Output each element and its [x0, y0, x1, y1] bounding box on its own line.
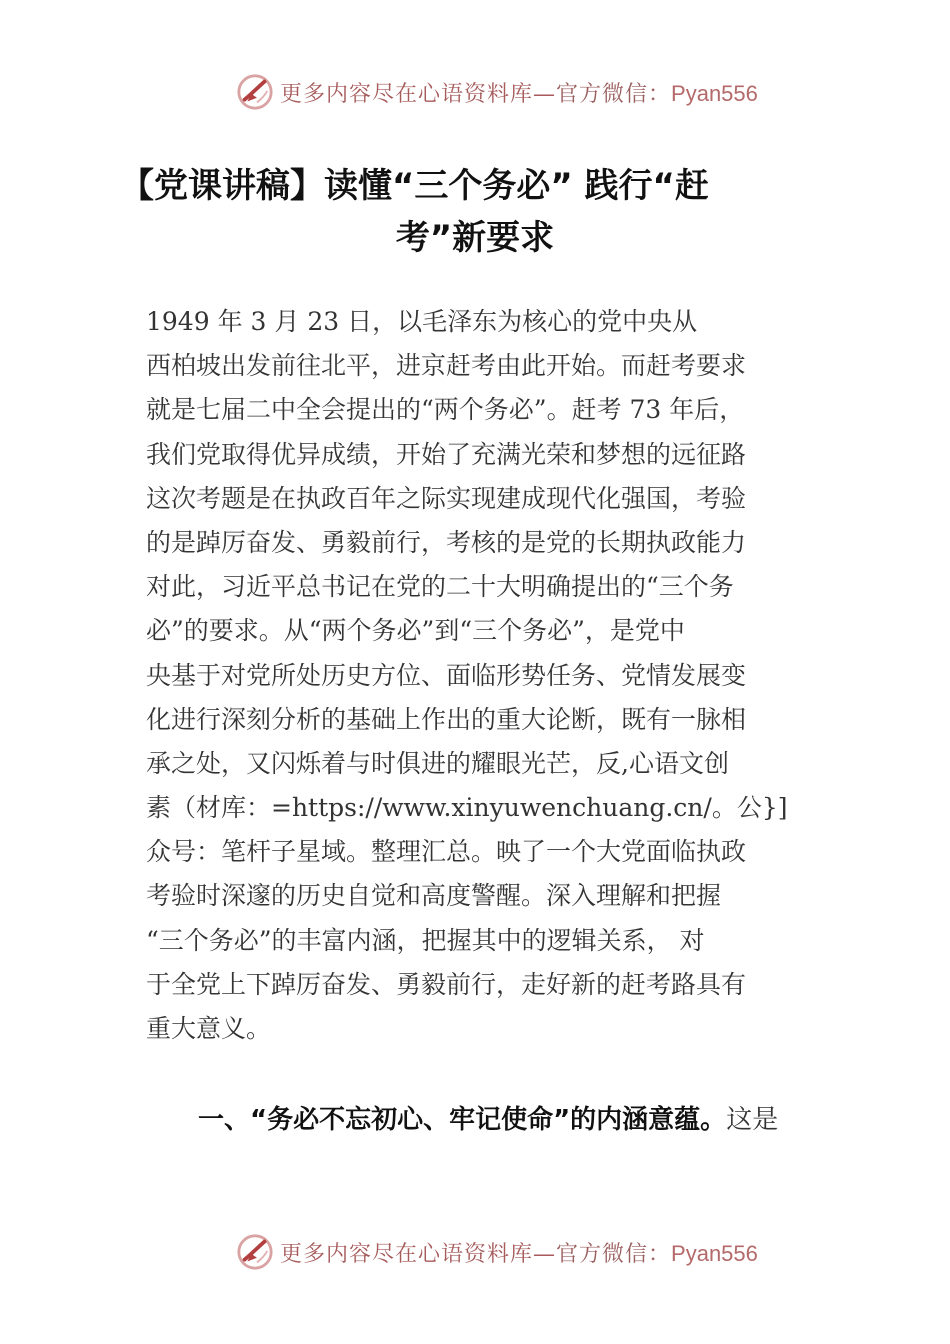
body-line: 必”的要求。从“两个务必”到“三个务必”，是党中	[146, 616, 685, 646]
pen-logo-icon	[236, 73, 274, 111]
body-line: 这次考题是在执政百年之际实现建成现代化强国，考验	[146, 483, 747, 513]
body-line: 素（材库：=https://www.xinyuwenchuang.cn/。公}]	[146, 793, 788, 823]
section-heading-continuation: 这是	[726, 1105, 779, 1135]
section-heading-bold: 一、“务必不忘初心、牢记使命”的内涵意蕴。	[198, 1105, 727, 1135]
body-line: 央基于对党所处历史方位、面临形势任务、党情发展变	[146, 660, 747, 690]
body-line: 我们党取得优异成绩，开始了充满光荣和梦想的远征路	[146, 439, 747, 469]
body-line: 众号：笔杆子星域。整理汇总。映了一个大党面临执政	[146, 837, 747, 867]
body-paragraph	[146, 300, 826, 1051]
footer-wechat-id: Pyan556	[671, 1240, 758, 1266]
footer-wechat-label: 官方微信：	[556, 1241, 672, 1267]
footer-banner-text	[280, 1237, 758, 1268]
body-line: 西柏坡出发前往北平，进京赶考由此开始。而赶考要求	[146, 351, 747, 381]
header-wechat-id: Pyan556	[671, 80, 758, 106]
footer-banner	[236, 1230, 758, 1274]
body-line: 于全党上下踔厉奋发、勇毅前行，走好新的赶考路具有	[146, 969, 747, 999]
header-wechat-label: 官方微信：	[556, 81, 672, 107]
header-banner	[236, 70, 758, 114]
body-line: 对此，习近平总书记在党的二十大明确提出的“三个务	[146, 572, 734, 602]
pen-logo-icon	[236, 1233, 274, 1271]
title-line-1: 【党课讲稿】读懂“三个务必” 践行“赶	[120, 166, 709, 206]
page-title	[120, 160, 830, 264]
header-slogan: 更多内容尽在心语资料库—	[280, 81, 557, 107]
body-line: 重大意义。	[146, 1014, 272, 1043]
body-line: 1949 年 3 月 23 日，以毛泽东为核心的党中央从	[146, 307, 698, 336]
title-line-2: 考”新要求	[395, 218, 555, 258]
header-banner-text	[280, 77, 758, 108]
body-line: 承之处，又闪烁着与时俱进的耀眼光芒，反,心语文创	[146, 748, 729, 778]
body-line: 化进行深刻分析的基础上作出的重大论断，既有一脉相	[146, 704, 747, 734]
footer-slogan: 更多内容尽在心语资料库—	[280, 1241, 557, 1267]
body-line: 就是七届二中全会提出的“两个务必”。赶考 73 年后，	[146, 395, 745, 425]
body-line: 考验时深邃的历史自觉和高度警醒。深入理解和把握	[146, 881, 722, 911]
body-line: “三个务必”的丰富内涵，把握其中的逻辑关系， 对	[146, 925, 705, 955]
section-heading	[198, 1098, 838, 1142]
body-line: 的是踔厉奋发、勇毅前行，考核的是党的长期执政能力	[146, 527, 747, 557]
